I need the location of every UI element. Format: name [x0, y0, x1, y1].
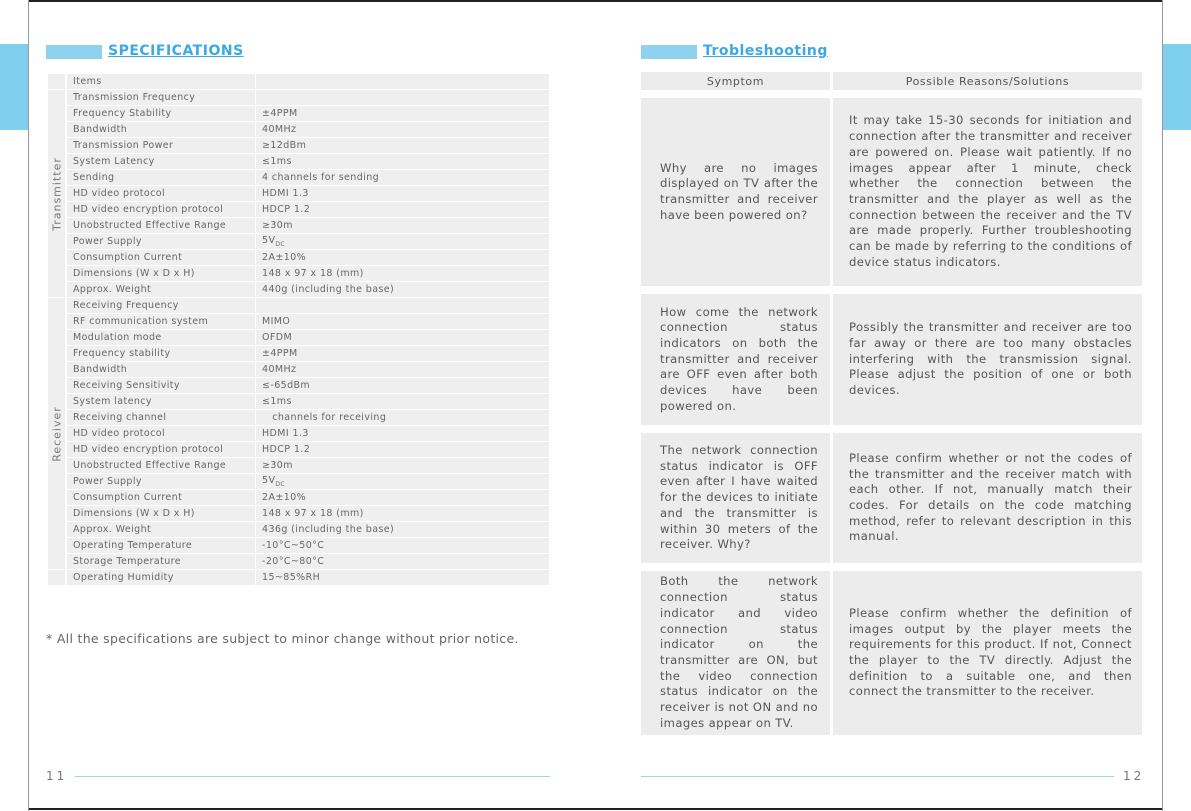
spec-row: [48, 506, 550, 521]
spec-row: [48, 170, 550, 185]
spec-row: [48, 410, 550, 425]
spec-row: [48, 154, 550, 169]
spec-value-text: channels for receiving: [262, 412, 387, 423]
spec-group-cell: [48, 298, 67, 569]
spec-value-text: 15~85%RH: [262, 572, 321, 583]
spec-value: [256, 202, 550, 217]
spec-group-label: Transmitter: [50, 156, 63, 231]
spec-item: Approx. Weight: [67, 282, 256, 297]
footer-rule-right: [641, 776, 1114, 777]
spec-value-text: -10°C~50°C: [262, 540, 325, 551]
spec-item: Dimensions (W x D x H): [67, 266, 256, 281]
spec-row: [48, 250, 550, 265]
ts-solution: Please confirm whether or not the codes of the transmitter and the receiver match with each other. If not, manually match their codes. For details on the code matching method, refer to relevant description in this manual.: [833, 433, 1145, 563]
spec-value: [256, 298, 550, 313]
spec-value-text: ≥30m: [262, 220, 293, 231]
spec-value-text: 5V: [262, 475, 276, 487]
spec-value: [256, 314, 550, 329]
spec-row: [48, 202, 550, 217]
spec-row: [48, 298, 550, 313]
footnote: * All the specifications are subject to minor change without prior notice.: [46, 631, 519, 646]
spec-item: Approx. Weight: [67, 522, 256, 537]
spec-value: [256, 426, 550, 441]
spec-value-text: 5V: [262, 235, 276, 247]
spec-row: [48, 378, 550, 393]
spec-value: [256, 138, 550, 153]
spec-row: [48, 442, 550, 457]
spec-value: [256, 282, 550, 297]
spec-row: [48, 106, 550, 121]
spec-item: System latency: [67, 394, 256, 409]
spec-value-text: HDCP 1.2: [262, 444, 311, 455]
spec-title-bar: [46, 45, 102, 59]
ts-header-solution: Possible Reasons/Solutions: [833, 72, 1145, 90]
spec-row: [48, 458, 550, 473]
spec-value: [256, 458, 550, 473]
spec-row: [48, 538, 550, 553]
spec-item: HD video protocol: [67, 426, 256, 441]
spec-header-row: [48, 74, 550, 89]
spec-group-blank: [48, 570, 67, 585]
spec-value-text: HDCP 1.2: [262, 204, 311, 215]
spec-value: [256, 330, 550, 345]
left-side-tab: [0, 44, 28, 130]
spec-value: [256, 554, 550, 569]
spec-item: Power Supply: [67, 234, 256, 249]
spec-value: [256, 570, 550, 585]
right-side-tab: [1163, 44, 1191, 130]
spec-row: [48, 122, 550, 137]
spec-header-value: [256, 74, 550, 89]
spec-row: [48, 234, 550, 249]
spec-item: Frequency stability: [67, 346, 256, 361]
spec-item: Operating Temperature: [67, 538, 256, 553]
spec-item: Frequency Stability: [67, 106, 256, 121]
spec-item: RF communication system: [67, 314, 256, 329]
spec-value-text: 4 channels for sending: [262, 172, 380, 183]
spec-value-text: ≤1ms: [262, 396, 292, 407]
page-number-left: 11: [46, 769, 68, 783]
spec-value: [256, 234, 550, 249]
spec-value-text: HDMI 1.3: [262, 428, 309, 439]
spec-item: Operating Humidity: [67, 570, 256, 585]
spec-value-text: 40MHz: [262, 364, 297, 375]
ts-symptom: Why are no images displayed on TV after the transmitter and receiver have been powered on?: [641, 98, 833, 286]
spec-value-text: 2A±10%: [262, 252, 307, 263]
spec-group-label: Receiver: [50, 405, 63, 462]
footer-rule-left: [75, 776, 550, 777]
spec-value: [256, 90, 550, 105]
ts-row: [641, 294, 1145, 425]
spec-row: [48, 426, 550, 441]
spec-item: Transmission Frequency: [67, 90, 256, 105]
spec-row: [48, 362, 550, 377]
spec-value: [256, 474, 550, 489]
spec-value: [256, 218, 550, 233]
spec-value: [256, 362, 550, 377]
top-border: [28, 0, 1163, 2]
ts-solution: Please confirm whether the definition of images output by the player meets the requirements for this product. If not, Connect the player to the TV directly. Adjust the definition to a suitable one, and then connect the transmitter to the receiver.: [833, 571, 1145, 735]
ts-row: [641, 433, 1145, 563]
left-page-edge: [28, 0, 29, 811]
spec-value: [256, 490, 550, 505]
spec-value-text: HDMI 1.3: [262, 188, 309, 199]
spec-value: [256, 506, 550, 521]
spec-value-text: ≤-65dBm: [262, 380, 311, 391]
spec-value-text: 40MHz: [262, 124, 297, 135]
spec-item: HD video encryption protocol: [67, 442, 256, 457]
spec-row: [48, 266, 550, 281]
spec-value: [256, 154, 550, 169]
ts-symptom: Both the network connection status indicator and video connection status indicator on the transmitter are ON, but the video connection status indicator on the receiver is not ON and no images appear on TV.: [641, 571, 833, 735]
spec-item: Storage Temperature: [67, 554, 256, 569]
spec-header-items: Items: [67, 74, 256, 89]
spec-value-text: ±4PPM: [262, 348, 298, 359]
spec-value: [256, 122, 550, 137]
spec-item: Consumption Current: [67, 490, 256, 505]
spec-value-text: 148 x 97 x 18 (mm): [262, 508, 364, 519]
spec-value-text: 148 x 97 x 18 (mm): [262, 268, 364, 279]
ts-header-symptom: Symptom: [641, 72, 833, 90]
spec-row: [48, 490, 550, 505]
spec-value: [256, 170, 550, 185]
spec-row: [48, 218, 550, 233]
spec-value-text: ≤1ms: [262, 156, 292, 167]
spec-value: [256, 378, 550, 393]
spec-item: Unobstructed Effective Range: [67, 218, 256, 233]
spec-item: Bandwidth: [67, 122, 256, 137]
ts-title: Trobleshooting: [703, 43, 828, 59]
spec-title: SPECIFICATIONS: [108, 43, 244, 59]
spec-item: Consumption Current: [67, 250, 256, 265]
spec-value: [256, 250, 550, 265]
ts-header-row: [641, 72, 1145, 90]
spec-value-subscript: DC: [275, 240, 285, 248]
ts-solution: It may take 15-30 seconds for initiation and connection after the transmitter and receiver are powered on. Please wait patiently. If no images appear after 1 minute, check whether the connection between the transmitter and the player as well as the connection between the receiver and the TV are made properly. Further troubleshooting can be made by referring to the conditions of device status indicators.: [833, 98, 1145, 286]
spec-value-text: ≥12dBm: [262, 140, 307, 151]
spec-item: Transmission Power: [67, 138, 256, 153]
spec-value: [256, 410, 550, 425]
spec-value-text: ≥30m: [262, 460, 293, 471]
bottom-border: [28, 808, 1163, 810]
spec-value-text: OFDM: [262, 332, 293, 343]
spec-item: Receiving Frequency: [67, 298, 256, 313]
spec-value-text: 436g (including the base): [262, 524, 395, 535]
spec-item: Bandwidth: [67, 362, 256, 377]
troubleshooting-table: [641, 72, 1145, 735]
spec-item: Dimensions (W x D x H): [67, 506, 256, 521]
spec-item: Receiving Sensitivity: [67, 378, 256, 393]
spec-row: [48, 282, 550, 297]
spec-row: [48, 90, 550, 105]
spec-table: [48, 73, 550, 586]
spec-row: [48, 570, 550, 585]
spec-group-cell: [48, 90, 67, 297]
ts-title-bar: [641, 45, 697, 59]
spec-row: [48, 330, 550, 345]
spec-item: Sending: [67, 170, 256, 185]
spec-item: System Latency: [67, 154, 256, 169]
spec-value-text: 440g (including the base): [262, 284, 395, 295]
ts-symptom: How come the network connection status indicators on both the transmitter and receiver are OFF even after both devices have been powered on.: [641, 294, 833, 425]
spec-item: Receiving channel: [67, 410, 256, 425]
ts-solution: Possibly the transmitter and receiver are too far away or there are too many obstacles interfering with the transmission signal. Please adjust the position of one or both devices.: [833, 294, 1145, 425]
spec-row: [48, 522, 550, 537]
spec-value-text: -20°C~80°C: [262, 556, 325, 567]
ts-row: [641, 571, 1145, 735]
spec-item: Power Supply: [67, 474, 256, 489]
spec-value: [256, 106, 550, 121]
spec-row: [48, 138, 550, 153]
spec-value: [256, 346, 550, 361]
spec-item: HD video protocol: [67, 186, 256, 201]
spec-value: [256, 394, 550, 409]
spec-value: [256, 522, 550, 537]
spec-row: [48, 554, 550, 569]
spec-value: [256, 266, 550, 281]
spec-item: HD video encryption protocol: [67, 202, 256, 217]
spec-value-text: 2A±10%: [262, 492, 307, 503]
spec-row: [48, 186, 550, 201]
ts-row: [641, 98, 1145, 286]
spec-row: [48, 474, 550, 489]
spec-item: Unobstructed Effective Range: [67, 458, 256, 473]
spec-value: [256, 538, 550, 553]
spec-value-text: ±4PPM: [262, 108, 298, 119]
spec-row: [48, 346, 550, 361]
ts-symptom: The network connection status indicator is OFF even after I have waited for the devices to initiate and the transmitter is within 30 meters of the receiver. Why?: [641, 433, 833, 563]
spec-value-text: MIMO: [262, 316, 291, 327]
spec-header-blank: [48, 74, 67, 89]
page-number-right: 12: [1123, 769, 1145, 783]
spec-row: [48, 314, 550, 329]
spec-value: [256, 186, 550, 201]
spec-row: [48, 394, 550, 409]
spec-item: Modulation mode: [67, 330, 256, 345]
spec-value-subscript: DC: [275, 480, 285, 488]
spec-value: [256, 442, 550, 457]
